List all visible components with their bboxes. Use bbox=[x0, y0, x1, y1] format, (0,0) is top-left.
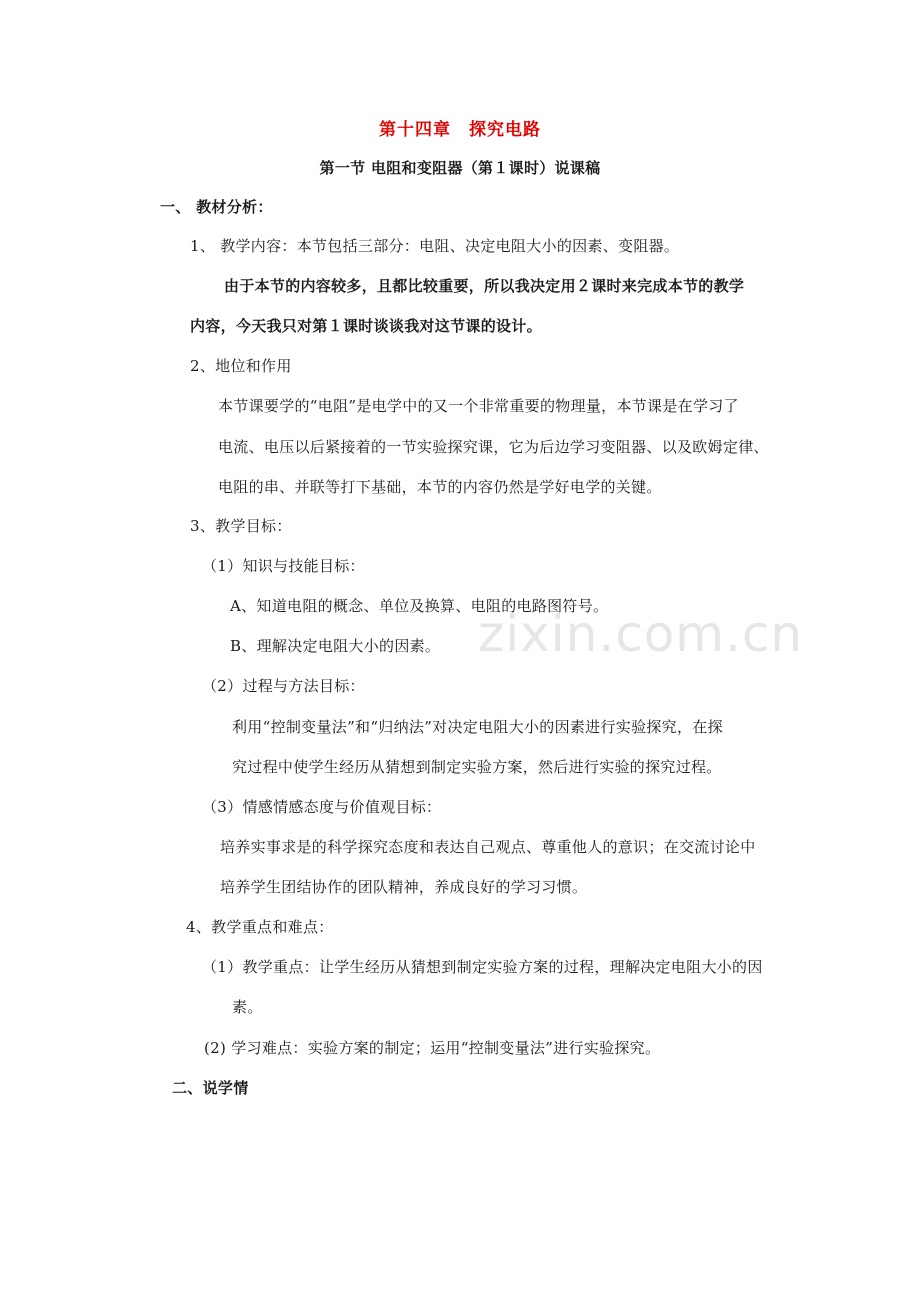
key-point-line2: 素。 bbox=[232, 998, 263, 1016]
chapter-title: 第十四章 探究电路 bbox=[379, 120, 541, 140]
difficult-point: (2) 学习难点：实验方案的制定；运用“控制变量法”进行实验探究。 bbox=[204, 1039, 661, 1057]
item2-text-line1: 本节课要学的“电阻”是电学中的又一个非常重要的物理量，本节课是在学习了 bbox=[218, 397, 739, 415]
goal1-heading: （1）知识与技能目标： bbox=[202, 557, 365, 575]
goal2-text-line2: 究过程中使学生经历从猜想到制定实验方案，然后进行实验的探究过程。 bbox=[232, 758, 722, 776]
item2-text-line2: 电流、电压以后紧接着的一节实验探究课，它为后边学习变阻器、以及欧姆定律、 bbox=[218, 438, 769, 456]
part2-heading: 二、说学情 bbox=[172, 1079, 249, 1097]
item1-note-line2: 内容，今天我只对第１课时谈谈我对这节课的设计。 bbox=[190, 317, 542, 335]
item2-text-line3: 电阻的串、并联等打下基础，本节的内容仍然是学好电学的关键。 bbox=[218, 478, 662, 496]
item1-note-line1: 由于本节的内容较多，且都比较重要，所以我决定用２课时来完成本节的教学 bbox=[224, 277, 745, 295]
section-title: 第一节 电阻和变阻器（第１课时）说课稿 bbox=[319, 159, 601, 177]
goal3-text-line2: 培养学生团结协作的团队精神，养成良好的学习习惯。 bbox=[220, 878, 588, 896]
item1-teaching-content: 1、 教学内容：本节包括三部分：电阻、决定电阻大小的因素、变阻器。 bbox=[190, 237, 680, 255]
item3-heading: 3、教学目标： bbox=[190, 517, 292, 535]
goal3-heading: （3）情感情感态度与价值观目标： bbox=[202, 798, 442, 816]
goal1-item-b: B、理解决定电阻大小的因素。 bbox=[230, 637, 441, 655]
part1-heading: 一、 教材分析： bbox=[160, 198, 273, 216]
goal2-text-line1: 利用“控制变量法”和“归纳法”对决定电阻大小的因素进行实验探究，在探 bbox=[232, 718, 723, 736]
key-point-line1: （1）教学重点：让学生经历从猜想到制定实验方案的过程，理解决定电阻大小的因 bbox=[202, 958, 763, 976]
item4-heading: 4、教学重点和难点： bbox=[186, 918, 334, 936]
watermark: zixin.com.cn bbox=[478, 605, 804, 663]
goal1-item-a: A、知道电阻的概念、单位及换算、电阻的电路图符号。 bbox=[230, 597, 609, 615]
item2-heading: 2、地位和作用 bbox=[190, 357, 292, 375]
goal3-text-line1: 培养实事求是的科学探究态度和表达自己观点、尊重他人的意识；在交流讨论中 bbox=[220, 838, 756, 856]
goal2-heading: （2）过程与方法目标： bbox=[202, 677, 365, 695]
